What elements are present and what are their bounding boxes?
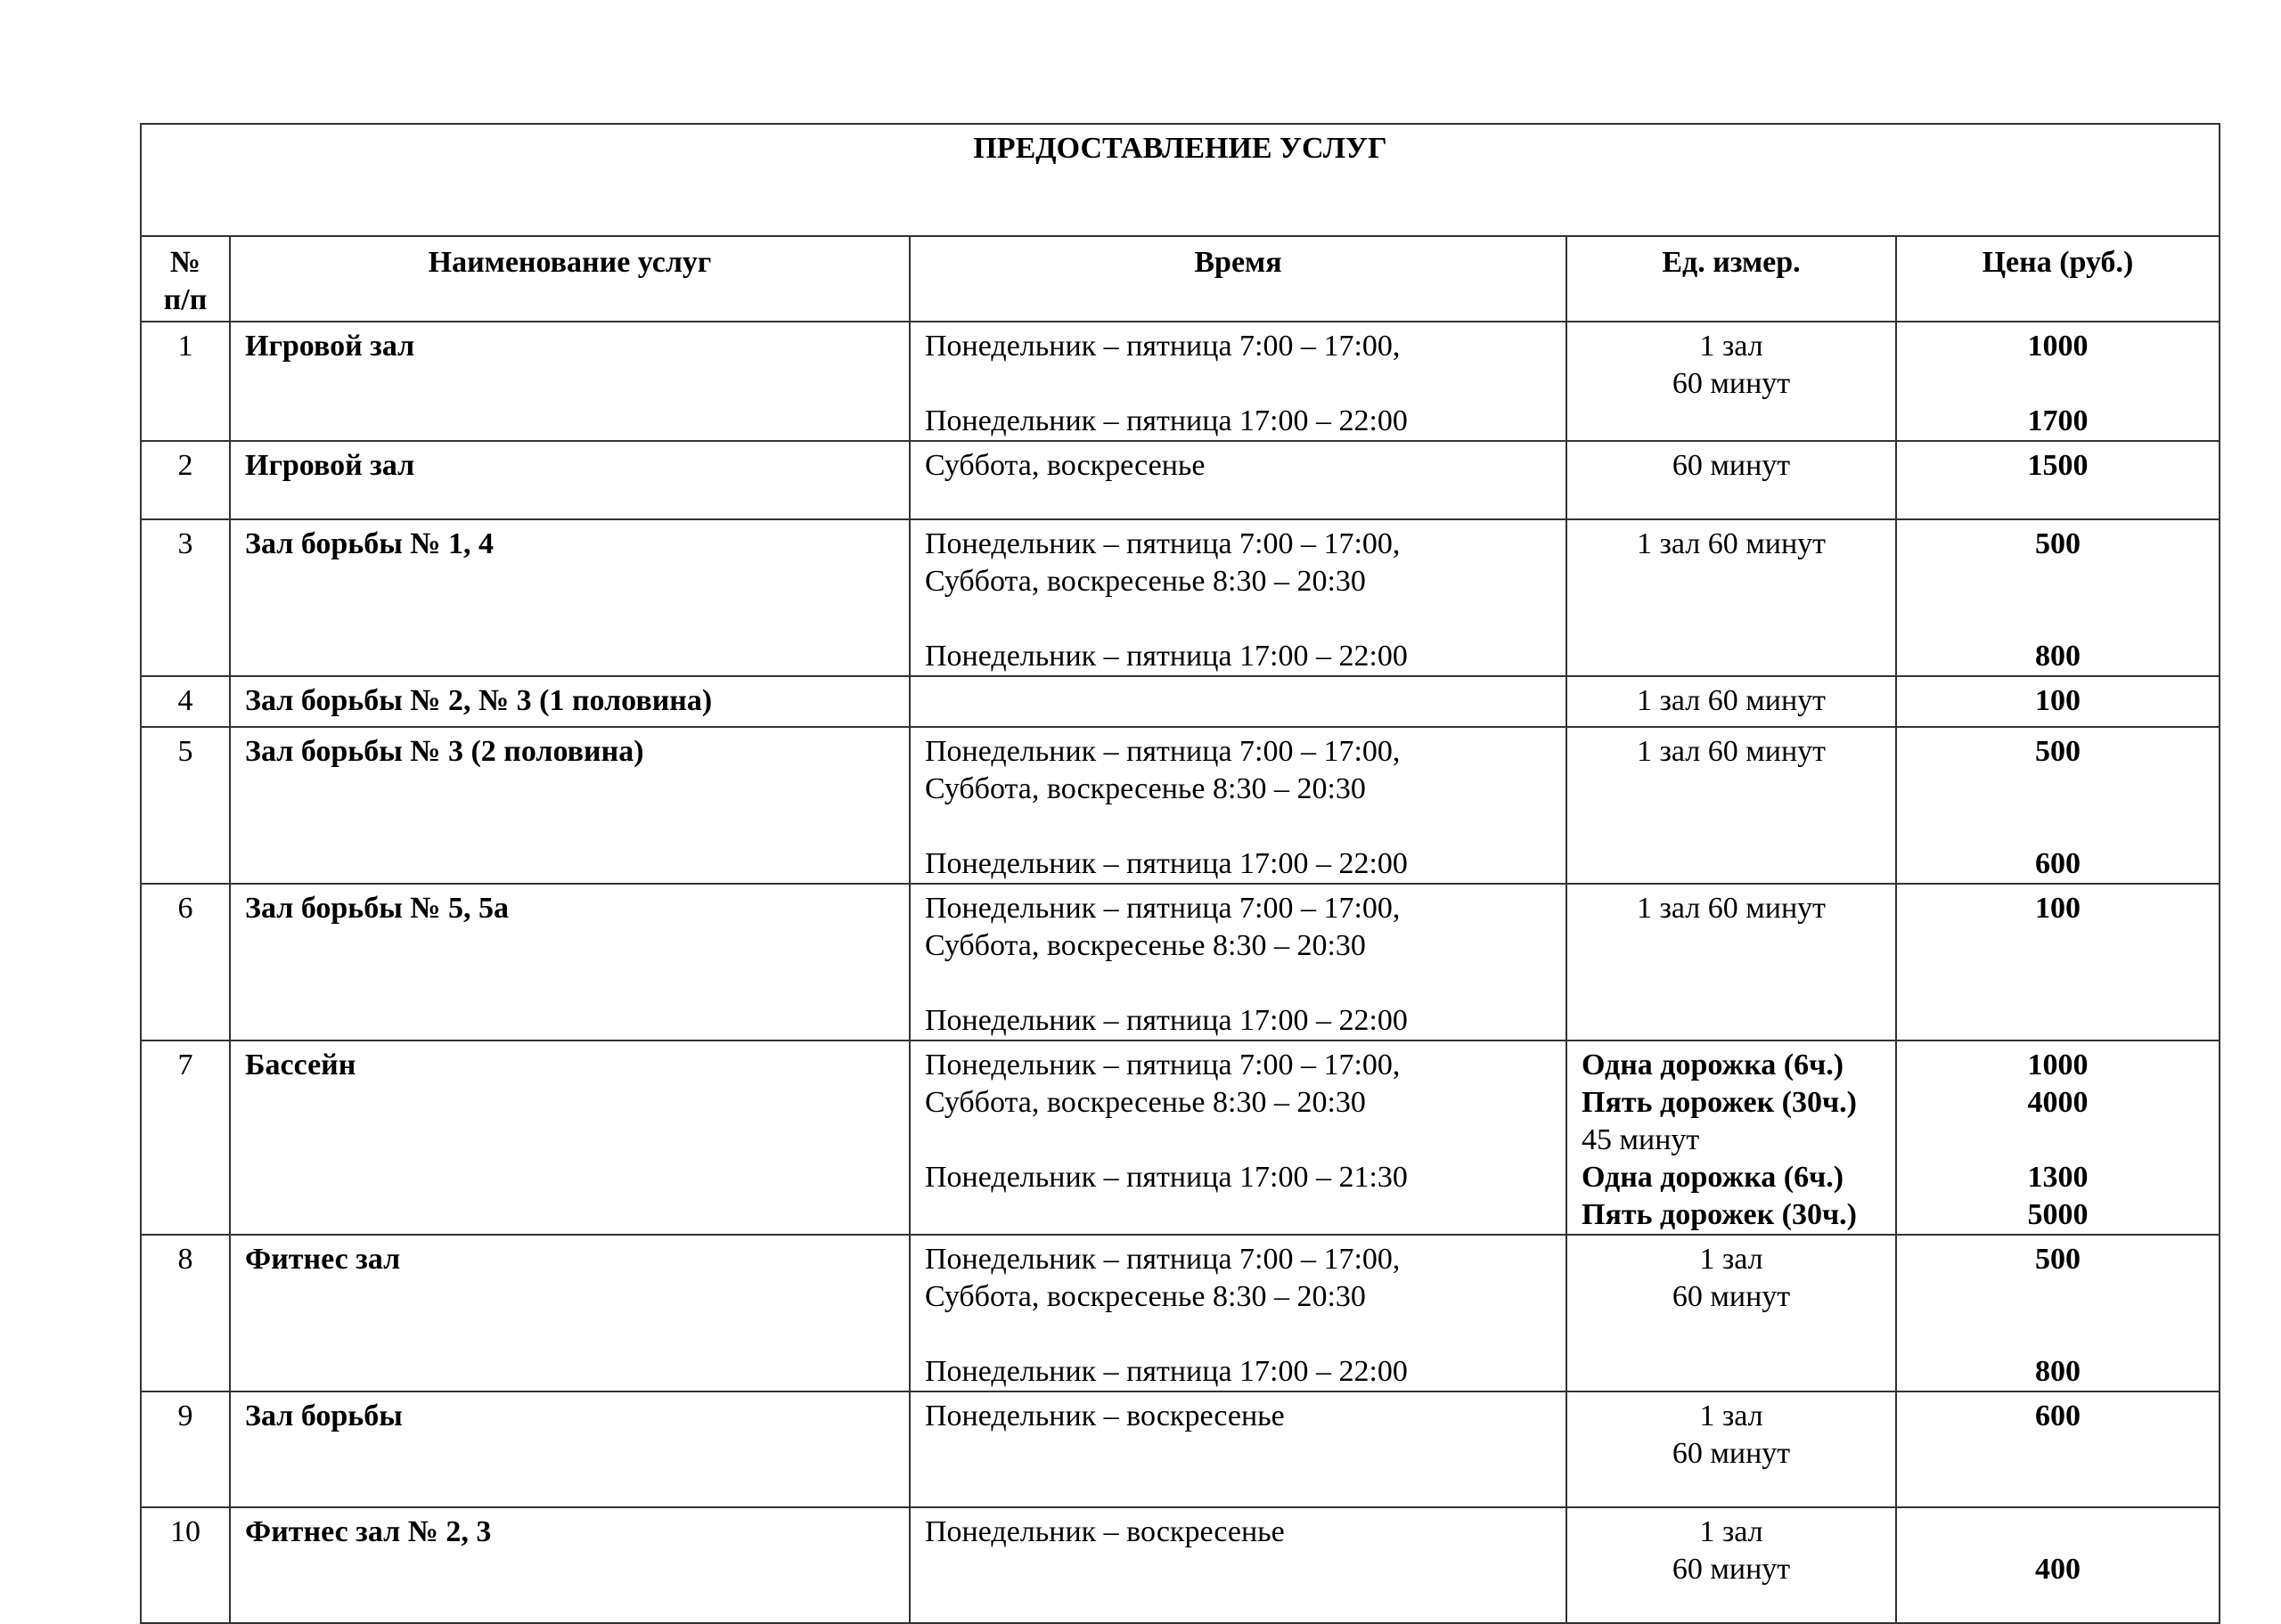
row-number: 6 (141, 884, 230, 1041)
header-num-line1: № (169, 246, 201, 279)
price-cell (1896, 519, 2220, 676)
service-name: Фитнес зал № 2, 3 (230, 1507, 910, 1623)
price-cell-line: 1700 (2027, 404, 2089, 437)
header-row (141, 236, 2220, 322)
unit-cell-line: 45 минут (1582, 1123, 1700, 1156)
header-price: Цена (руб.) (1896, 236, 2220, 322)
unit-cell (1566, 727, 1896, 884)
schedule-cell (910, 676, 1566, 727)
schedule-cell (910, 1235, 1566, 1391)
price-cell (1896, 884, 2220, 1041)
schedule-cell-line (925, 365, 1551, 403)
service-name: Зал борьбы (230, 1391, 910, 1507)
table-row (141, 727, 2220, 884)
unit-cell (1566, 1391, 1896, 1507)
service-name: Бассейн (230, 1041, 910, 1235)
table-row (141, 322, 2220, 441)
price-cell-line: 800 (2035, 640, 2081, 673)
unit-cell (1566, 676, 1896, 727)
row-number: 5 (141, 727, 230, 884)
schedule-cell-line: Суббота, воскресенье 8:30 – 20:30 (925, 565, 1366, 598)
price-cell-line (1911, 1122, 2204, 1159)
price-cell (1896, 1235, 2220, 1391)
row-number: 1 (141, 322, 230, 441)
schedule-cell-line: Понедельник – воскресенье (925, 1400, 1285, 1432)
schedule-cell (910, 1391, 1566, 1507)
price-cell (1896, 1041, 2220, 1235)
row-number: 7 (141, 1041, 230, 1235)
schedule-cell-line: Понедельник – воскресенье (925, 1515, 1285, 1548)
price-cell-line: 1300 (2027, 1161, 2089, 1194)
schedule-cell-line: Понедельник – пятница 17:00 – 21:30 (925, 1161, 1408, 1194)
price-cell-line: 100 (2035, 684, 2081, 717)
schedule-cell-line: Понедельник – пятница 17:00 – 22:00 (925, 1004, 1408, 1037)
unit-cell-line: Одна дорожка (6ч.) (1582, 1049, 1844, 1081)
schedule-cell-line: Понедельник – пятница 7:00 – 17:00, (925, 735, 1401, 768)
service-name: Игровой зал (230, 322, 910, 441)
unit-cell-line: Пять дорожек (30ч.) (1582, 1086, 1857, 1119)
table-row (141, 1235, 2220, 1391)
schedule-cell-line: Понедельник – пятница 7:00 – 17:00, (925, 892, 1401, 925)
price-cell-line (1911, 1002, 2204, 1040)
service-name: Игровой зал (230, 441, 910, 519)
price-cell (1896, 727, 2220, 884)
price-cell-line: 1000 (2027, 330, 2089, 363)
schedule-cell (910, 1507, 1566, 1623)
row-number: 8 (141, 1235, 230, 1391)
schedule-cell (910, 441, 1566, 519)
price-cell-line (1911, 927, 2204, 965)
unit-cell-line: 1 зал 60 минут (1636, 735, 1827, 768)
price-cell-line (1911, 563, 2204, 600)
schedule-cell-line: Суббота, воскресенье 8:30 – 20:30 (925, 1280, 1366, 1313)
row-number: 10 (141, 1507, 230, 1623)
price-cell-line (1911, 1278, 2204, 1316)
schedule-cell-line: Понедельник – пятница 7:00 – 17:00, (925, 527, 1401, 560)
table-row (141, 441, 2220, 519)
price-cell (1896, 676, 2220, 727)
schedule-cell-line: Суббота, воскресенье (925, 449, 1206, 482)
row-number: 2 (141, 441, 230, 519)
price-cell-line: 5000 (2027, 1198, 2089, 1231)
schedule-cell-line: Суббота, воскресенье 8:30 – 20:30 (925, 772, 1366, 805)
row-number: 9 (141, 1391, 230, 1507)
schedule-cell-line: Суббота, воскресенье 8:30 – 20:30 (925, 1086, 1366, 1119)
unit-cell (1566, 1041, 1896, 1235)
schedule-cell-line: Понедельник – пятница 17:00 – 22:00 (925, 1355, 1408, 1388)
unit-cell-line: 60 минут (1672, 449, 1791, 482)
price-cell-line (1911, 965, 2204, 1002)
price-cell-line: 1500 (2027, 449, 2089, 482)
schedule-cell-line (925, 682, 1551, 720)
schedule-cell-line (925, 1122, 1551, 1159)
price-cell-line: 1000 (2027, 1049, 2089, 1081)
price-cell-line: 500 (2035, 1243, 2081, 1276)
schedule-cell-line: Понедельник – пятница 17:00 – 22:00 (925, 404, 1408, 437)
table-row (141, 1507, 2220, 1623)
unit-cell-line: 1 зал (1699, 1243, 1763, 1276)
service-name: Зал борьбы № 3 (2 половина) (230, 727, 910, 884)
service-name: Зал борьбы № 1, 4 (230, 519, 910, 676)
price-cell (1896, 1391, 2220, 1507)
table-row (141, 1391, 2220, 1507)
unit-cell-line: 1 зал 60 минут (1636, 527, 1827, 560)
service-name: Зал борьбы № 2, № 3 (1 половина) (230, 676, 910, 727)
unit-cell (1566, 1235, 1896, 1391)
schedule-cell (910, 1041, 1566, 1235)
unit-cell (1566, 884, 1896, 1041)
unit-cell (1566, 441, 1896, 519)
unit-cell-line: 1 зал (1699, 1400, 1763, 1432)
unit-cell (1566, 322, 1896, 441)
schedule-cell-line: Понедельник – пятница 17:00 – 22:00 (925, 847, 1408, 880)
price-cell (1896, 322, 2220, 441)
price-cell-line: 500 (2035, 527, 2081, 560)
header-num-line2: п/п (163, 283, 208, 316)
price-cell-line: 4000 (2027, 1086, 2089, 1119)
schedule-cell-line (925, 808, 1551, 845)
price-cell-line: 800 (2035, 1355, 2081, 1388)
schedule-cell-line (925, 600, 1551, 638)
unit-cell-line: 1 зал 60 минут (1636, 684, 1827, 717)
unit-cell (1566, 1507, 1896, 1623)
unit-cell-line: 60 минут (1672, 1280, 1791, 1313)
unit-cell-line: Пять дорожек (30ч.) (1582, 1198, 1857, 1231)
service-name: Фитнес зал (230, 1235, 910, 1391)
price-cell-line: 100 (2035, 892, 2081, 925)
unit-cell-line: 60 минут (1672, 367, 1791, 400)
schedule-cell-line (925, 1316, 1551, 1353)
price-cell (1896, 1507, 2220, 1623)
page-title: ПРЕДОСТАВЛЕНИЕ УСЛУГ (141, 124, 2220, 236)
price-cell-line (1911, 1514, 2204, 1551)
services-table (140, 123, 2220, 1624)
table-row (141, 676, 2220, 727)
service-name: Зал борьбы № 5, 5а (230, 884, 910, 1041)
price-cell-line (1911, 600, 2204, 638)
unit-cell-line: 1 зал (1699, 1515, 1763, 1548)
header-unit: Ед. измер. (1566, 236, 1896, 322)
header-name: Наименование услуг (230, 236, 910, 322)
table-row (141, 1041, 2220, 1235)
schedule-cell-line: Понедельник – пятница 7:00 – 17:00, (925, 1243, 1401, 1276)
price-cell-line (1911, 365, 2204, 403)
row-number: 4 (141, 676, 230, 727)
schedule-cell (910, 322, 1566, 441)
table-row (141, 519, 2220, 676)
price-cell-line (1911, 771, 2204, 808)
schedule-cell-line: Суббота, воскресенье 8:30 – 20:30 (925, 929, 1366, 962)
unit-cell-line: 60 минут (1672, 1437, 1791, 1470)
unit-cell-line: 60 минут (1672, 1553, 1791, 1586)
price-cell-line (1911, 1316, 2204, 1353)
price-cell-line: 600 (2035, 847, 2081, 880)
schedule-cell-line: Понедельник – пятница 7:00 – 17:00, (925, 330, 1401, 363)
header-num (141, 236, 230, 322)
table-row (141, 884, 2220, 1041)
schedule-cell-line (925, 1196, 1551, 1234)
row-number: 3 (141, 519, 230, 676)
unit-cell-line: 1 зал 60 минут (1636, 892, 1827, 925)
price-cell (1896, 441, 2220, 519)
unit-cell-line: Одна дорожка (6ч.) (1582, 1161, 1844, 1194)
price-cell-line: 400 (2035, 1553, 2081, 1586)
price-cell-line (1911, 808, 2204, 845)
schedule-cell-line: Понедельник – пятница 17:00 – 22:00 (925, 640, 1408, 673)
price-cell-line: 500 (2035, 735, 2081, 768)
header-time: Время (910, 236, 1566, 322)
table-body (141, 322, 2220, 1623)
unit-cell-line: 1 зал (1699, 330, 1763, 363)
schedule-cell-line (925, 965, 1551, 1002)
schedule-cell (910, 519, 1566, 676)
schedule-cell (910, 884, 1566, 1041)
unit-cell (1566, 519, 1896, 676)
schedule-cell-line: Понедельник – пятница 7:00 – 17:00, (925, 1049, 1401, 1081)
schedule-cell (910, 727, 1566, 884)
price-cell-line: 600 (2035, 1400, 2081, 1432)
